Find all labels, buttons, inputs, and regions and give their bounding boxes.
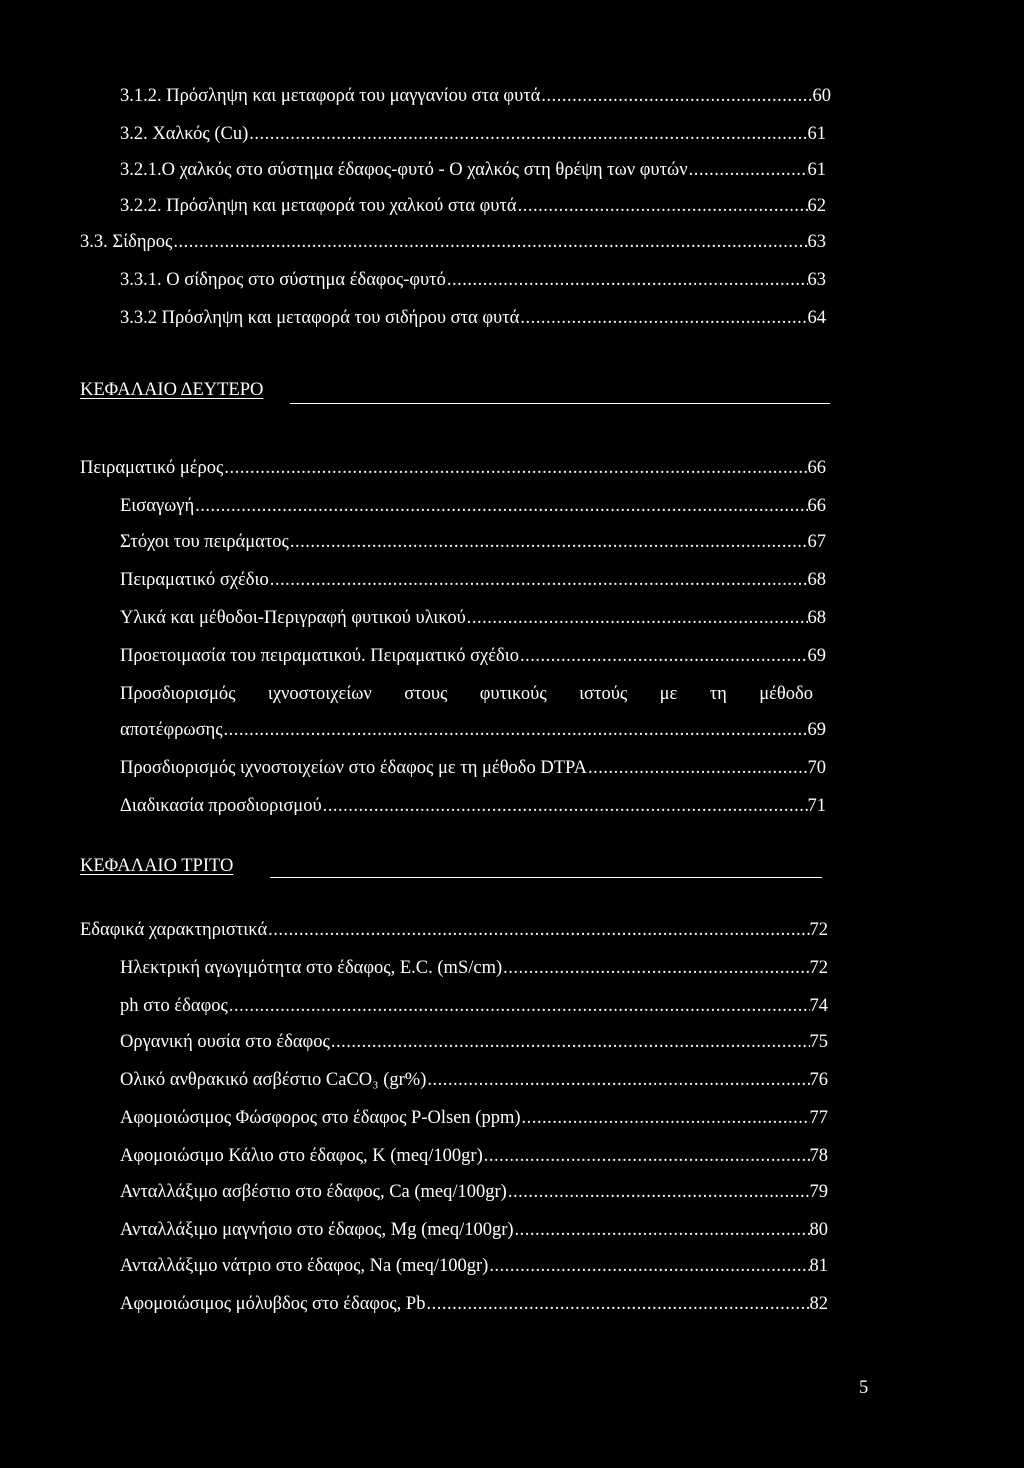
toc-entry — [80, 230, 826, 254]
toc-entry — [120, 794, 826, 818]
toc-entry-title: 3.3. Σίδηρος — [80, 232, 173, 252]
toc-entry — [120, 268, 826, 292]
word: με — [659, 684, 678, 704]
toc-entry-title: Πειραματικό μέρος — [80, 458, 224, 478]
toc-entry-page: 80 — [809, 1220, 828, 1240]
toc-entry — [120, 1068, 828, 1092]
toc-entry-wrapped-first-line — [120, 682, 813, 706]
toc-entry-title: Αφομοιώσιμο Κάλιο στο έδαφος, K (meq/100gr) — [120, 1146, 483, 1166]
toc-entry — [120, 494, 826, 518]
toc-entry-page: 69 — [807, 646, 826, 666]
toc-entry-page: 68 — [807, 570, 826, 590]
dot-leader — [330, 1030, 810, 1054]
toc-entry — [120, 122, 826, 146]
chapter-heading: ΚΕΦΑΛΑΙΟ ΤΡΙΤΟ — [80, 856, 234, 876]
toc-entry — [120, 994, 828, 1018]
toc-entry-page: 79 — [809, 1182, 828, 1202]
dot-leader — [223, 456, 807, 480]
dot-leader — [172, 230, 807, 254]
word: ιστούς — [579, 684, 628, 704]
toc-entry-page: 75 — [809, 1032, 828, 1052]
toc-entry-title: Ανταλλάξιμο μαγνήσιο στο έδαφος, Mg (meq/100gr) — [120, 1220, 514, 1240]
word: μέθοδο — [759, 684, 813, 704]
toc-entry-page: 60 — [812, 86, 831, 106]
toc-entry-title: Εισαγωγή — [120, 496, 195, 516]
dot-leader — [540, 84, 812, 108]
word: στους — [404, 684, 448, 704]
toc-entry — [120, 1180, 828, 1204]
toc-entry-page: 68 — [807, 608, 826, 628]
toc-entry — [120, 718, 826, 742]
dot-leader — [248, 122, 807, 146]
dot-leader — [514, 1218, 810, 1242]
toc-entry-title: Αφομοιώσιμος Φώσφορος στο έδαφος P-Olsen (ppm) — [120, 1108, 521, 1128]
toc-entry-page: 72 — [809, 920, 828, 940]
dot-leader — [267, 918, 809, 942]
toc-entry-title: Προσδιορισμός ιχνοστοιχείων στο έδαφος με τη μέθοδο DTPA — [120, 758, 588, 778]
dot-leader — [426, 1068, 809, 1092]
toc-entry — [120, 530, 826, 554]
page-number: 5 — [859, 1378, 869, 1398]
toc-entry-title: Υλικά και μέθοδοι-Περιγραφή φυτικού υλικού — [120, 608, 466, 628]
toc-entry-page: 63 — [807, 232, 826, 252]
toc-entry-page: 71 — [807, 796, 826, 816]
dot-leader — [507, 1180, 810, 1204]
toc-entry — [120, 756, 826, 780]
toc-entry-title: Ηλεκτρική αγωγιμότητα στο έδαφος, E.C. (mS/cm) — [120, 958, 503, 978]
toc-entry-title: Οργανική ουσία στο έδαφος — [120, 1032, 330, 1052]
toc-entry — [120, 1254, 828, 1278]
dot-leader — [289, 530, 808, 554]
dot-leader — [502, 956, 809, 980]
toc-entry-page: 76 — [809, 1070, 828, 1090]
toc-entry — [80, 456, 826, 480]
toc-entry-title: 3.3.2 Πρόσληψη και μεταφορά του σιδήρου στα φυτά — [120, 308, 520, 328]
toc-entry-page: 64 — [807, 308, 826, 328]
toc-entry-page: 74 — [809, 996, 828, 1016]
toc-entry — [120, 568, 826, 592]
dot-leader — [483, 1144, 810, 1168]
dot-leader — [228, 994, 810, 1018]
toc-entry-page: 61 — [807, 124, 826, 144]
toc-entry-page: 70 — [807, 758, 826, 778]
toc-entry — [120, 1106, 828, 1130]
toc-entry-title: 3.2. Χαλκός (Cu) — [120, 124, 249, 144]
toc-entry-page: 66 — [807, 496, 826, 516]
word: φυτικούς — [479, 684, 547, 704]
toc-entry — [120, 644, 826, 668]
toc-entry — [120, 84, 831, 108]
toc-entry-title: 3.3.1. Ο σίδηρος στο σύστημα έδαφος-φυτό — [120, 270, 446, 290]
dot-leader — [269, 568, 808, 592]
dot-leader — [587, 756, 807, 780]
dot-leader — [519, 306, 807, 330]
dot-leader — [194, 494, 807, 518]
toc-entry-page: 69 — [807, 720, 826, 740]
toc-entry-title: Προετοιμασία του πειραματικού. Πειραματικό σχέδιο — [120, 646, 519, 666]
toc-entry-title: αποτέφρωσης — [120, 720, 223, 740]
toc-entry-title: Πειραματικό σχέδιο — [120, 570, 269, 590]
word: Προσδιορισμός — [120, 684, 236, 704]
dot-leader — [519, 644, 808, 668]
toc-entry — [120, 956, 828, 980]
toc-entry — [120, 194, 826, 218]
toc-entry-page: 61 — [807, 160, 826, 180]
word: ιχνοστοιχείων — [267, 684, 372, 704]
dot-leader — [688, 158, 808, 182]
toc-entry-title: Ολικό ανθρακικό ασβέστιο CaCO₃ (gr%) — [120, 1070, 427, 1090]
word: τη — [709, 684, 727, 704]
dot-leader — [425, 1292, 809, 1316]
toc-entry-page: 67 — [807, 532, 826, 552]
heading-rule — [290, 403, 830, 404]
toc-entry-page: 78 — [809, 1146, 828, 1166]
toc-entry — [120, 606, 826, 630]
heading-rule — [270, 877, 822, 878]
toc-entry-page: 63 — [807, 270, 826, 290]
dot-leader — [466, 606, 808, 630]
toc-entry-title: Αφομοιώσιμος μόλυβδος στο έδαφος, Pb — [120, 1294, 426, 1314]
toc-entry — [120, 1144, 828, 1168]
toc-entry-title: Στόχοι του πειράματος — [120, 532, 289, 552]
chapter-heading: ΚΕΦΑΛΑΙΟ ΔΕΥΤΕΡΟ — [80, 380, 264, 400]
toc-entry-title: Ανταλλάξιμο νάτριο στο έδαφος, Na (meq/100gr) — [120, 1256, 489, 1276]
toc-entry — [120, 1292, 828, 1316]
toc-entry-page: 82 — [809, 1294, 828, 1314]
toc-entry-title: Διαδικασία προσδιορισμού — [120, 796, 322, 816]
dot-leader — [446, 268, 808, 292]
toc-entry-page: 77 — [809, 1108, 828, 1128]
toc-entry-title: Ανταλλάξιμο ασβέστιο στο έδαφος, Ca (meq/100gr) — [120, 1182, 507, 1202]
dot-leader — [488, 1254, 809, 1278]
toc-entry — [120, 158, 826, 182]
toc-entry — [120, 1218, 828, 1242]
dot-leader — [223, 718, 808, 742]
toc-entry-page: 81 — [809, 1256, 828, 1276]
toc-entry-title: Εδαφικά χαρακτηριστικά — [80, 920, 268, 940]
toc-entry-title: 3.2.2. Πρόσληψη και μεταφορά του χαλκού στα φυτά — [120, 196, 517, 216]
toc-entry — [80, 918, 828, 942]
toc-entry-page: 62 — [807, 196, 826, 216]
toc-entry-title: 3.2.1.Ο χαλκός στο σύστημα έδαφος-φυτό - Ο χαλκός στη θρέψη των φυτών — [120, 160, 688, 180]
dot-leader — [322, 794, 808, 818]
toc-entry-page: 66 — [807, 458, 826, 478]
toc-entry-page: 72 — [809, 958, 828, 978]
toc-entry-title: ph στο έδαφος — [120, 996, 228, 1016]
toc-entry — [120, 1030, 828, 1054]
dot-leader — [517, 194, 808, 218]
dot-leader — [521, 1106, 810, 1130]
toc-entry — [120, 306, 826, 330]
toc-entry-title: 3.1.2. Πρόσληψη και μεταφορά του μαγγανίου στα φυτά — [120, 86, 541, 106]
